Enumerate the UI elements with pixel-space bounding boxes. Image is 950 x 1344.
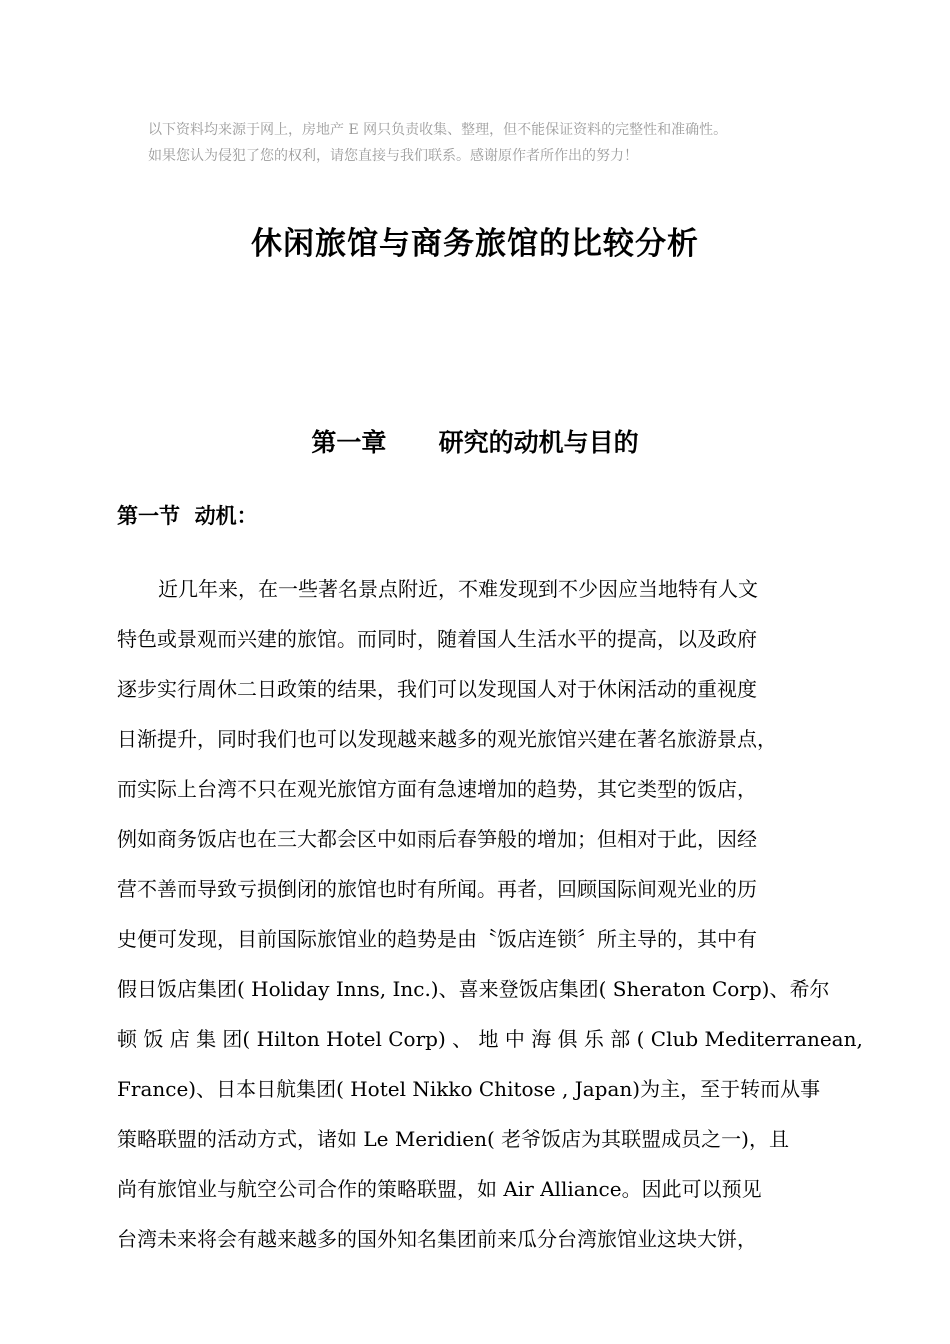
paragraph-line: 尚有旅馆业与航空公司合作的策略联盟，如 Air Alliance。因此可以预见 <box>117 1177 762 1201</box>
paragraph-line: 台湾未来将会有越来越多的国外知名集团前来瓜分台湾旅馆业这块大饼， <box>117 1227 757 1251</box>
section-title: 第一节 动机： <box>117 503 258 528</box>
paragraph-line: France)、日本日航集团( Hotel Nikko Chitose , Japan)为主，至于转而从事 <box>117 1077 821 1101</box>
paragraph-line: 假日饭店集团( Holiday Inns, Inc.)、喜来登饭店集团( Sheraton Corp)、希尔 <box>117 977 830 1001</box>
paragraph-line: 策略联盟的活动方式，诸如 Le Meridien( 老爷饭店为其联盟成员之一)，且 <box>117 1127 789 1151</box>
paragraph-line: 逐步实行周休二日政策的结果，我们可以发现国人对于休闲活动的重视度 <box>117 677 757 701</box>
paragraph-line: 日渐提升，同时我们也可以发现越来越多的观光旅馆兴建在著名旅游景点， <box>117 727 777 751</box>
body-paragraph <box>117 572 863 1272</box>
paragraph-line: 史便可发现，目前国际旅馆业的趋势是由〝饭店连锁〞所主导的，其中有 <box>117 927 757 951</box>
paragraph-line: 特色或景观而兴建的旅馆。而同时，随着国人生活水平的提高，以及政府 <box>117 627 757 651</box>
disclaimer-line-1: 以下资料均来源于网上，房地产 E 网只负责收集、整理，但不能保证资料的完整性和准确性。 <box>148 122 728 138</box>
paragraph-line: 近几年来，在一些著名景点附近，不难发现到不少因应当地特有人文 <box>158 577 758 601</box>
paragraph-line: 顿 饭 店 集 团( Hilton Hotel Corp) 、 地 中 海 俱 乐 部 ( Club Mediterranean, <box>117 1027 863 1051</box>
document-title: 休闲旅馆与商务旅馆的比较分析 <box>251 226 699 262</box>
chapter-title: 第一章 研究的动机与目的 <box>311 428 639 457</box>
paragraph-line: 而实际上台湾不只在观光旅馆方面有急速增加的趋势，其它类型的饭店， <box>117 777 757 801</box>
disclaimer-line-2: 如果您认为侵犯了您的权利，请您直接与我们联系。感谢原作者所作出的努力！ <box>148 148 638 164</box>
paragraph-line: 营不善而导致亏损倒闭的旅馆也时有所闻。再者，回顾国际间观光业的历 <box>117 877 757 901</box>
disclaimer <box>148 117 868 169</box>
paragraph-line: 例如商务饭店也在三大都会区中如雨后春笋般的增加；但相对于此，因经 <box>117 827 757 851</box>
